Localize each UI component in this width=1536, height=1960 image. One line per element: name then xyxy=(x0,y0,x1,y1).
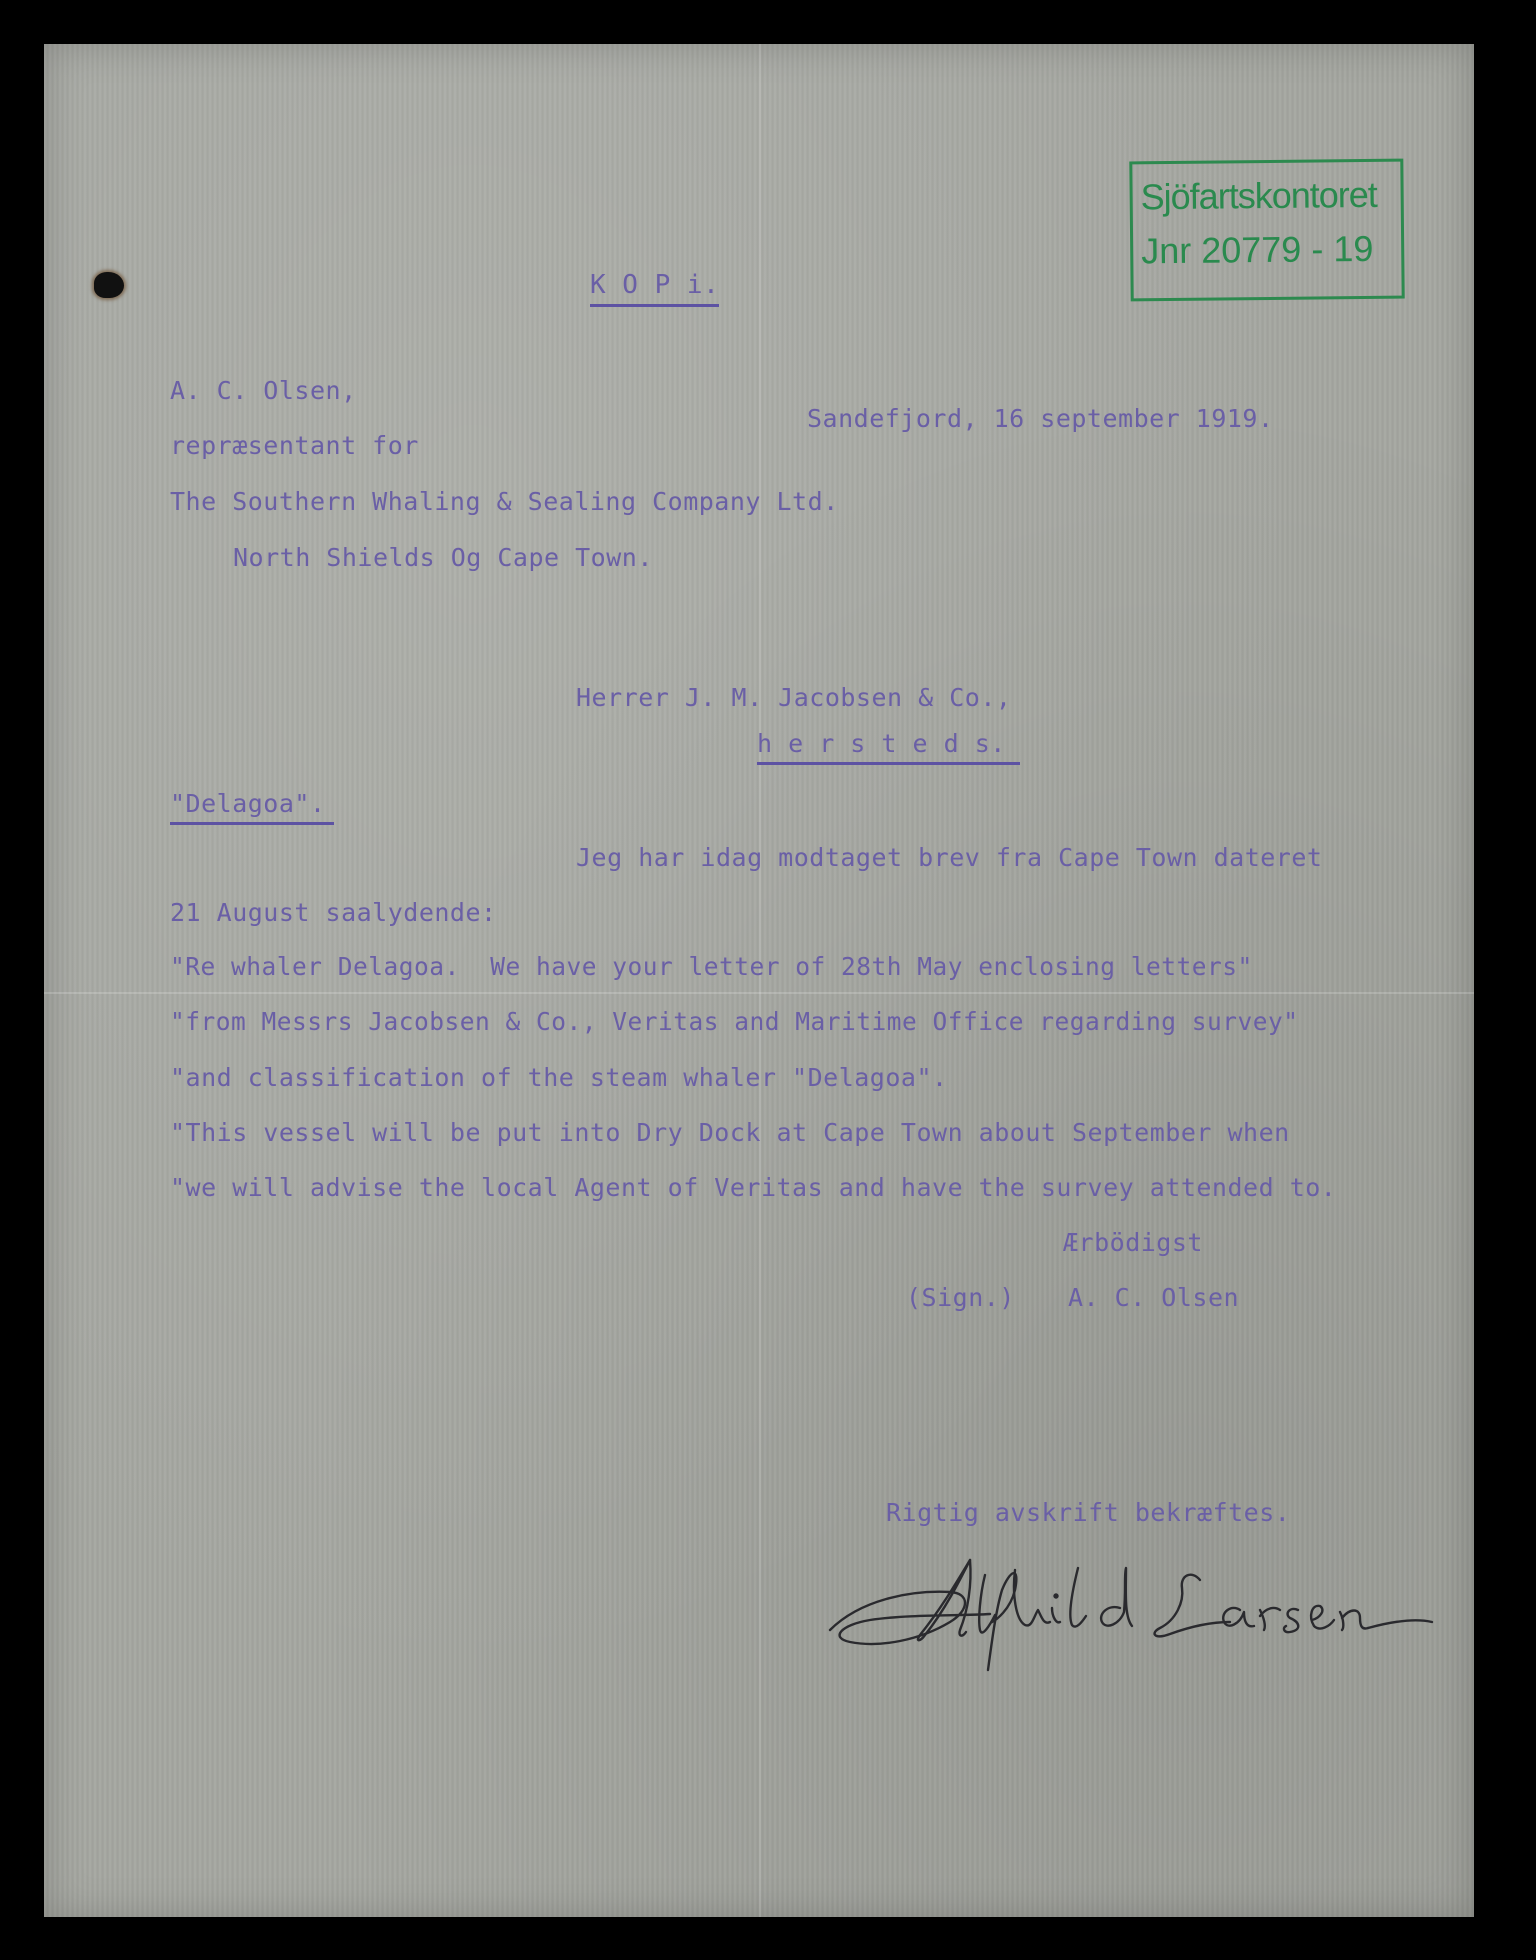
signer-name: A. C. Olsen xyxy=(1068,1283,1240,1312)
body-line-2: 21 August saalydende: xyxy=(170,898,497,927)
closing: Ærbödigst xyxy=(1063,1228,1203,1257)
handwritten-signature xyxy=(820,1530,1440,1680)
sender-name: A. C. Olsen, xyxy=(170,376,357,405)
paper-hole xyxy=(94,272,124,298)
place-date: Sandefjord, 16 september 1919. xyxy=(807,404,1274,433)
recipient-location: h e r s t e d s. xyxy=(757,731,1020,765)
office-stamp xyxy=(1129,159,1404,302)
subject-line: "Delagoa". xyxy=(170,791,334,825)
body-line-6: "This vessel will be put into Dry Dock at Cape Town about September when xyxy=(170,1118,1290,1147)
body-line-3: "Re whaler Delagoa. We have your letter of 28th May enclosing letters" xyxy=(170,952,1253,981)
body-line-7: "we will advise the local Agent of Veritas and have the survey attended to. xyxy=(170,1173,1337,1202)
body-line-1: Jeg har idag modtaget brev fra Cape Town dateret xyxy=(576,843,1323,872)
sender-location: North Shields Og Cape Town. xyxy=(233,543,653,572)
certification-text: Rigtig avskrift bekræftes. xyxy=(886,1498,1291,1527)
body-line-4: "from Messrs Jacobsen & Co., Veritas and Maritime Office regarding survey" xyxy=(170,1007,1299,1036)
document-title: K O P i. xyxy=(590,272,719,307)
sender-role: repræsentant for xyxy=(170,431,419,460)
recipient-name: Herrer J. M. Jacobsen & Co., xyxy=(576,683,1012,712)
stamp-office-name: Sjöfartskontoret xyxy=(1140,173,1377,218)
stamp-journal-number: Jnr 20779 - 19 xyxy=(1140,227,1374,272)
sender-company: The Southern Whaling & Sealing Company Ltd. xyxy=(170,487,839,516)
sign-label: (Sign.) xyxy=(906,1283,1015,1312)
body-line-5: "and classification of the steam whaler "Delagoa". xyxy=(170,1063,948,1092)
